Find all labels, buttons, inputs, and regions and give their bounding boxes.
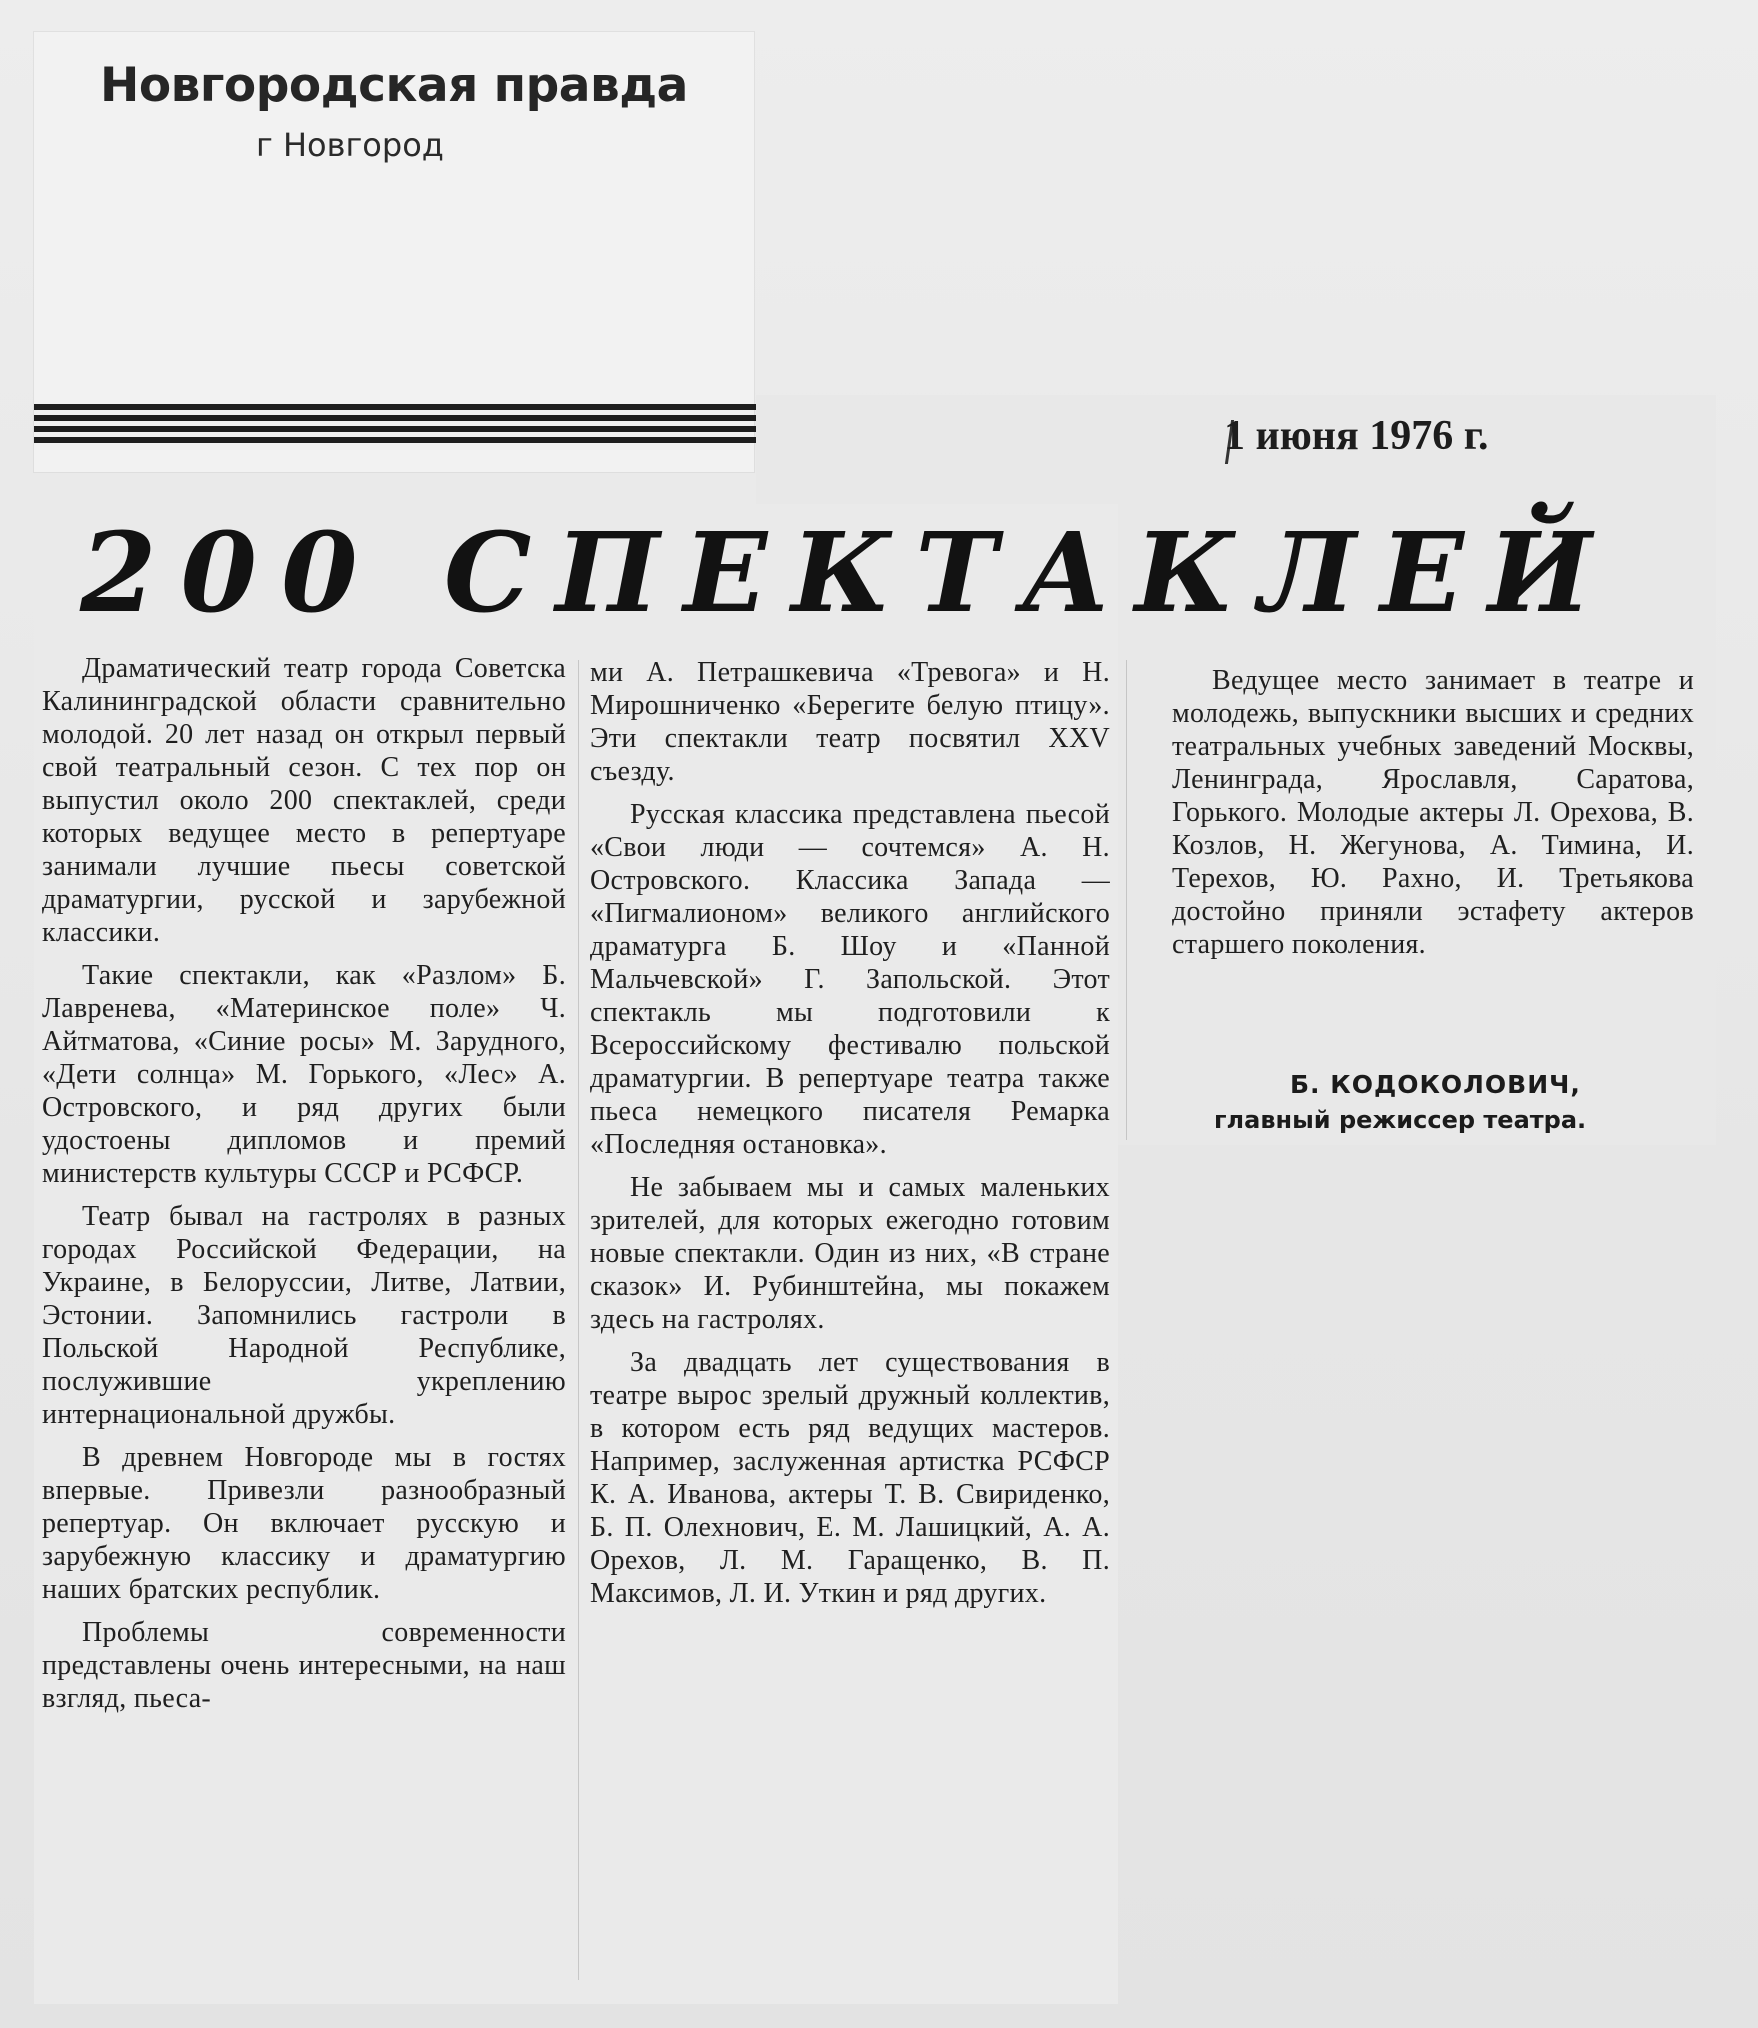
paragraph: Не забываем мы и самых маленьких зрителей, для которых ежегодно готовим новые спектакли. Один из них, «В стране сказок» И. Рубинштейна, мы покажем здесь на гастролях. xyxy=(590,1172,1110,1335)
date-clipping xyxy=(756,395,1118,504)
article-column-2 xyxy=(590,656,1110,1620)
paragraph: Театр бывал на гастролях в разных городах Российской Федерации, на Украине, в Белоруссии, Литве, Латвии, Эстонии. Запомнились гастроли в Польской Народной Республике, послужившие укреплению интернациональной дружбы. xyxy=(42,1201,566,1430)
newspaper-name: Новгородская правда xyxy=(100,58,688,113)
paragraph: В древнем Новгороде мы в гостях впервые. Привезли разнообразный репертуар. Он включает русскую и зарубежную классику и драматургию наших братских республик. xyxy=(42,1442,566,1605)
paragraph: Драматический театр города Советска Калининградской области сравнительно молодой. 20 лет назад он открыл первый свой театральный сезон. С тех пор он выпустил около 200 спектаклей, среди которых ведущее место в репертуаре занимали лучшие пьесы советской драматургии, русской и зарубежной классики. xyxy=(42,653,566,948)
article-column-1 xyxy=(42,652,566,1725)
newspaper-city: г Новгород xyxy=(256,126,444,164)
paragraph: Проблемы современности представлены очень интересными, на наш взгляд, пьеса- xyxy=(42,1617,566,1714)
article-headline: 200 СПЕКТАКЛЕЙ xyxy=(80,508,1616,637)
paragraph: ми А. Петрашкевича «Тревога» и Н. Мирошниченко «Берегите белую птицу». Эти спектакли театр посвятил XXV съезду. xyxy=(590,657,1110,787)
publication-date: 1 июня 1976 г. xyxy=(1224,413,1489,459)
paragraph: Русская классика представлена пьесой «Свои люди — сочтемся» А. Н. Островского. Классика Запада — «Пигмалионом» великого английского драматурга Б. Шоу и «Панной Мальчевской» Г. Запольской. Этот спектакль мы подготовили к Всероссийскому фестивалю польской драматургии. В репертуаре театра также пьеса немецкого писателя Ремарка «Последняя остановка». xyxy=(590,799,1110,1160)
author-role: главный режиссер театра. xyxy=(1214,1106,1587,1134)
author-signature: Б. КОДОКОЛОВИЧ, xyxy=(1290,1070,1581,1099)
paragraph: Такие спектакли, как «Разлом» Б. Лавренева, «Материнское поле» Ч. Айтматова, «Синие росы» М. Зарудного, «Дети солнца» М. Горького, «Лес» А. Островского, и ряд других были удостоены дипломов и премий министерств культуры СССР и РСФСР. xyxy=(42,960,566,1189)
paragraph: Ведущее место занимает в театре и молодежь, выпускники высших и средних театральных учебных заведений Москвы, Ленинграда, Ярославля, Саратова, Горького. Молодые актеры Л. Орехова, В. Козлов, Н. Жегунова, А. Тимина, И. Терехов, Ю. Рахно, И. Третьякова достойно приняли эстафету актеров старшего поколения. xyxy=(1172,665,1694,960)
column-divider xyxy=(1126,660,1127,1140)
masthead-rule xyxy=(34,404,756,460)
column-divider xyxy=(578,660,579,1980)
article-column-3 xyxy=(1172,664,1694,971)
paragraph: За двадцать лет существования в театре вырос зрелый дружный коллектив, в котором есть ряд ведущих мастеров. Например, заслуженная артистка РСФСР К. А. Иванова, актеры Т. В. Свириденко, Б. П. Олехнович, Е. М. Лашицкий, А. А. Орехов, Л. М. Гаращенко, В. П. Максимов, Л. И. Уткин и ряд других. xyxy=(590,1347,1110,1609)
